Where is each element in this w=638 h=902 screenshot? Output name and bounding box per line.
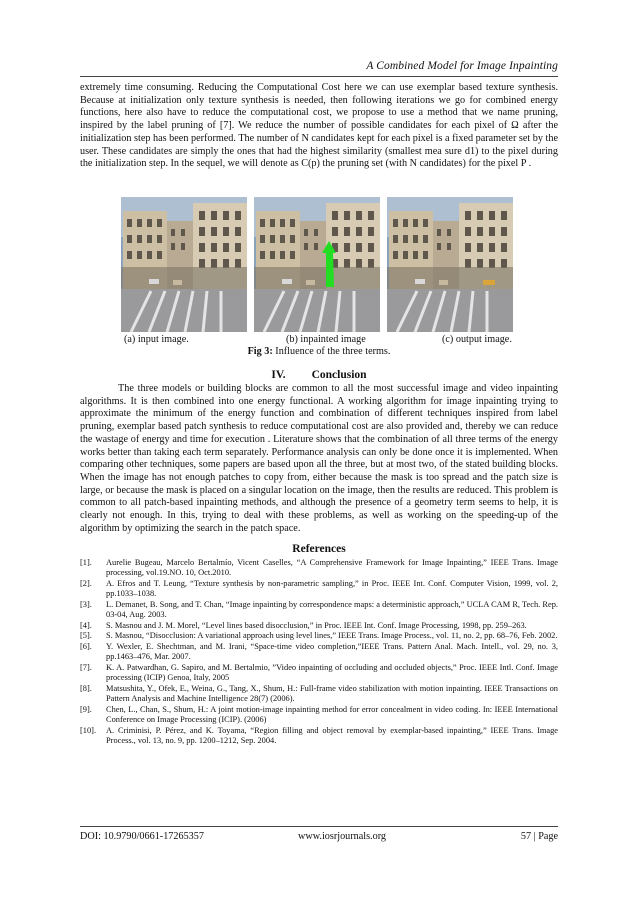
figure-title — [0, 346, 638, 357]
figure-label: Fig 3: — [247, 346, 273, 357]
reference-text: Y. Wexler, E. Shechtman, and M. Irani, “Space-time video completion,”IEEE Trans. Pattern Anal. Mach. Intell., vol. 29, no. 3, pp.1463–476, Mar. 2007. — [106, 642, 558, 662]
caption-inpainted-image: (b) inpainted image — [286, 334, 366, 345]
reference-number: [2]. — [80, 578, 92, 588]
section-heading — [0, 369, 638, 381]
reference-number: [6]. — [80, 642, 92, 652]
input-image-photo — [121, 197, 247, 332]
reference-item — [80, 600, 558, 620]
reference-text: L. Demanet, B. Song, and T. Chan, “Image inpainting by correspondence maps: a deterministic approach,” UCLA CAM R, Tech. Rep. 03-04, Aug. 2003. — [106, 599, 558, 620]
footer-website[interactable]: www.iosrjournals.org — [298, 831, 387, 842]
inpainted-image-photo — [254, 197, 380, 332]
reference-number: [10]. — [80, 725, 97, 735]
reference-item — [80, 726, 558, 746]
reference-number: [9]. — [80, 704, 92, 714]
reference-item — [80, 663, 558, 683]
reference-text: A. Efros and T. Leung, “Texture synthesis by non-parametric sampling,” in Proc. IEEE Int. Conf. Computer Vision, 1999, vol. 2, pp.1033–1038. — [106, 578, 558, 599]
reference-text: Matsushita, Y., Ofek, E., Weina, G., Tang, X., Shum, H.: Full-frame video stabilization with motion inpainting. IEEE Transactions on Pattern Analysis and Machine Intelligence 28(7) (2006). — [106, 683, 558, 704]
footer-doi: DOI: 10.9790/0661-17265357 — [80, 831, 204, 842]
reference-text: Chen, L., Chan, S., Shum, H.: A joint motion-image inpainting method for error concealment in video coding. In: IEEE International Conference on Image Processing (ICIP). (2006) — [106, 704, 558, 725]
footer-page-number: 57 | Page — [520, 831, 558, 842]
reference-text: A. Criminisi, P. Pérez, and K. Toyama, “Region filling and object removal by exemplar-based inpainting,” IEEE Trans. Image Process., vol. 13, no. 9, pp. 1200–1212, Sep. 2004. — [106, 725, 558, 745]
figure-3 — [121, 197, 518, 333]
reference-number: [5]. — [80, 631, 92, 641]
reference-item — [80, 631, 558, 641]
reference-number: [3]. — [80, 599, 92, 609]
figure-title-text: Influence of the three terms. — [272, 346, 391, 357]
reference-item — [80, 621, 558, 631]
reference-text: K. A. Patwardhan, G. Sapiro, and M. Bertalmio, ”Video inpainting of occluding and occluded objects,” Proc. IEEE Intl. Conf. Image processing (ICIP) Genoa, Italy, 2005 — [106, 663, 558, 683]
reference-item — [80, 684, 558, 704]
reference-item — [80, 705, 558, 725]
caption-input-image: (a) input image. — [124, 334, 189, 345]
output-image-photo — [387, 197, 513, 332]
body-paragraph-2: The three models or building blocks are common to all the most successful image and video inpainting algorithms. It is then combined into one energy functional. A working algorithm for image inpainting trying to approximate the minimum of the energy function and combination of different techniques inspired from label pruning, exemplar based patch synthesis to reduce computational cost are also provided and, thereby we can reduce the wastage of energy and time for execution . Literature shows that the combination of all three terms of the energy works better than taking each term separately. Performance analysis can only be done once it is implemented. When comparing other techniques, some papers are based upon all the three, but at most two, of the stated building blocks. When the image has not enough patches to copy from, either because the mask is too spread and the patch size is large, or because the mask is placed on a singular location on the image, then the results are reduced. This problem is common to all patch-based inpainting methods, and although the presence of a geometry term seems to help, it is clearly not enough. In this, trying to deal with these problems, as well as working on the speeding-up of the algorithm by optimizing the search in the patch space. — [80, 383, 558, 534]
reference-item — [80, 642, 558, 662]
reference-item — [80, 579, 558, 599]
reference-text: S. Masnou, “Disocclusion: A variational approach using level lines,” IEEE Trans. Image Process., vol. 11, no. 2, pp. 68–76, Feb. 2002. — [106, 631, 558, 641]
reference-number: [8]. — [80, 683, 92, 693]
reference-number: [1]. — [80, 558, 92, 567]
reference-text: Aurelie Bugeau, Marcelo Bertalmío, Vicent Caselles, “A Comprehensive Framework for Image Inpainting,” IEEE Trans. Image processing, vol.19.NO. 10, Oct.2010. — [106, 558, 558, 578]
reference-text: S. Masnou and J. M. Morel, “Level lines based disocclusion,” in Proc. IEEE Int. Conf. Image Processing, 1998, pp. 259–263. — [106, 620, 527, 630]
running-header-title: A Combined Model for Image Inpainting — [366, 60, 558, 72]
footer-rule — [80, 826, 558, 827]
section-title: Conclusion — [311, 369, 367, 381]
reference-list — [80, 558, 558, 747]
reference-number: [7]. — [80, 663, 92, 673]
header-rule — [80, 76, 558, 77]
reference-number: [4]. — [80, 620, 92, 630]
section-number: IV. — [271, 369, 286, 381]
references-heading: References — [292, 543, 346, 555]
caption-output-image: (c) output image. — [442, 334, 512, 345]
reference-item — [80, 558, 558, 578]
body-paragraph-1: extremely time consuming. Reducing the Computational Cost here we can use exemplar based texture synthesis. Because at initialization only texture synthesis is needed, then following iterations we go for combined energy functions, here also have to reduce the computational cost, we propose to use a method that we name pruning, inspired by the label pruning of [7]. We reduce the number of possible candidates for each pixel of Ω after the initialization step has been performed. The number of N candidates kept for each pixel is a fixed parameter set by the user. These candidates are simply the ones that had the highest similarity (smallest mea sure d1) to the pixel during the initialization step. In the sequel, we will denote as C(p) the pruning set (with N candidates) for the pixel P . — [80, 82, 558, 170]
